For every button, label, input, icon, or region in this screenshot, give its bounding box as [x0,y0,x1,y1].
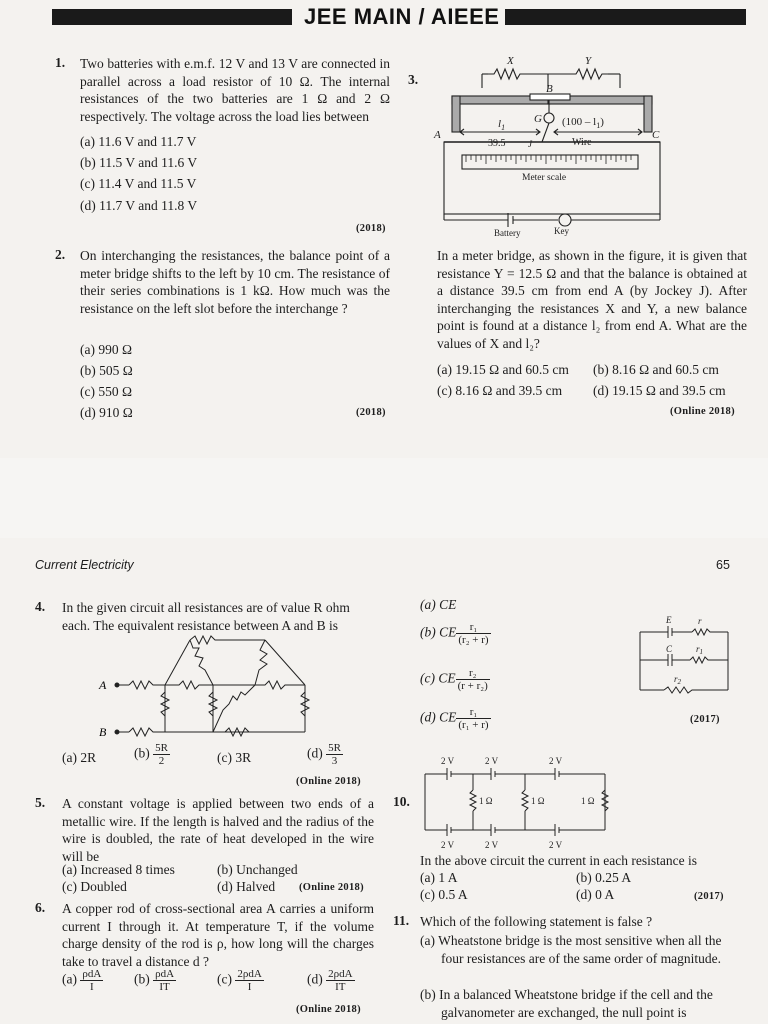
q6-option-b [134,968,176,993]
q3-year: (Online 2018) [670,406,735,417]
q6-option-a-fraction: $\frac{\text{ρdA}}{I}$ [82,968,102,993]
label-l1-sub: 1 [501,123,506,132]
q10-option-d: (d) 0 A [576,887,615,902]
label-x: X [507,55,514,67]
q7-option-d-fraction: $\frac{\text{r₁}}{\text{(r₁ + r)}}$ [458,706,489,731]
q4-option-c: (c) 3R [217,750,252,765]
q3-text: In a meter bridge, as shown in the figure, it is given that resistance Y = 12.5 Ω and that the balance is obtained at a distance 39.5 cm from end A (by Jockey J). After interchanging the resistances X and Y, a new balance point is found at a distance l₂ from end A. What are the values of X and l₂? [437,248,747,351]
q1-year: (2018) [356,223,386,234]
q3-option-a: (a) 19.15 Ω and 60.5 cm [437,362,569,377]
q7-label-r: r [698,616,702,626]
q3-number: 3. [408,72,419,87]
q5-option-a: (a) Increased 8 times [62,862,175,877]
q4-label-a: A [99,678,107,692]
q4-option-b-fraction: $\frac{5R}{2}$ [155,742,168,767]
q7-option-d-label: (d) CE [420,709,457,725]
q2-number: 2. [55,247,66,262]
q10-label-2v-6: 2 V [549,840,563,850]
label-rest: (100 – l [562,116,597,128]
q7-circuit-diagram [634,612,734,694]
q1-number: 1. [55,55,66,70]
svg-text:l1 [498,118,505,132]
q10-circuit-diagram [415,754,615,852]
q11-number: 11. [393,913,410,928]
q2-text: On interchanging the resistances, the balance point of a meter bridge shifts to the left by 10 cm. The resistance of their series combinations is 1 kΩ. How much was the resistance on the left slot before the interchange ? [80,248,390,316]
label-rest-end: ) [600,116,604,128]
q10-option-a: (a) 1 A [420,870,458,885]
label-g: G [534,113,542,125]
q7-label-r2-sub: 2 [677,678,682,686]
q6-text: A copper rod of cross-sectional area A carries a uniform current I through it. At temperature T, if the volume charge density of the rod is ρ, how long will the charges take to travel a distance d ? [62,901,374,969]
svg-text:(100 – l1) [562,116,604,130]
q5-year: (Online 2018) [299,882,364,893]
page-number: 65 [716,558,730,572]
q10-text: In the above circuit the current in each resistance is [420,853,698,868]
q7-label-e: E [666,615,672,625]
section-title: Current Electricity [35,558,134,572]
q6-option-c-label: (c) [217,971,232,987]
q5-option-d: (d) Halved [217,879,276,894]
q1-option-a: (a) 11.6 V and 11.7 V [80,134,197,149]
q6-option-a [62,968,103,993]
q10-label-1ohm-1: 1 Ω [479,796,493,806]
q7-option-b [420,621,491,646]
q6-option-c [217,968,264,993]
q7-label-r1-sub: 1 [699,648,704,656]
label-wire: Wire [572,137,592,148]
q10-option-c: (c) 0.5 A [420,887,468,902]
q6-option-d [307,968,355,993]
q10-label-2v-1: 2 V [441,756,455,766]
q4-number: 4. [35,599,46,614]
q7-option-b-fraction: $\frac{\text{r₁}}{\text{(r₂ + r)}}$ [458,621,489,646]
q4-option-b-label: (b) [134,745,150,761]
q2-option-d: (d) 910 Ω [80,405,133,420]
q4-text: In the given circuit all resistances are of value R ohm each. The equivalent resistance between A and B is [62,600,350,633]
q7-year: (2017) [690,714,720,725]
q7-option-c [420,667,490,692]
q7-label-c: C [666,644,673,654]
q7-option-a: (a) CE [420,597,457,612]
label-y: Y [585,55,592,67]
q1-text: Two batteries with e.m.f. 12 V and 13 V are connected in parallel across a load resistor of 10 Ω. The internal resistances of the two batteries are 1 Ω and 2 Ω respectively. The voltage across the load lies between [80,56,390,124]
q6-option-b-fraction: $\frac{\text{ρdA}}{IT}$ [155,968,175,993]
q4-label-b: B [99,725,107,739]
page-gap [0,458,768,538]
q6-year: (Online 2018) [296,1004,361,1015]
meter-scale-ticks [466,155,631,164]
q6-option-c-fraction: $\frac{\text{2ρdA}}{I}$ [237,968,262,993]
q11-option-b: (b) In a balanced Wheatstone bridge if the cell and the galvanometer are exchanged, the null point is [420,987,713,1020]
q3-option-d: (d) 19.15 Ω and 39.5 cm [593,383,726,398]
label-meter-scale: Meter scale [522,173,567,183]
q10-label-2v-4: 2 V [441,840,455,850]
svg-text:r1 [696,644,703,656]
label-a: A [434,129,441,141]
q5-option-b: (b) Unchanged [217,862,298,877]
q5-text: A constant voltage is applied between two ends of a metallic wire. If the length is halved and the radius of the wire is doubled, the rate of heat developed in the wire will be [62,796,374,864]
q1-option-c: (c) 11.4 V and 11.5 V [80,176,197,191]
meter-bridge-diagram [430,48,670,238]
q4-option-d-fraction: $\frac{5R}{3}$ [328,742,341,767]
q7-option-b-label: (b) CE [420,624,457,640]
q11-option-a: (a) Wheatstone bridge is the most sensitive when all the four resistances are of the same order of magnitude. [420,933,722,966]
q1-option-d: (d) 11.7 V and 11.8 V [80,198,198,213]
svg-text:r2 [674,674,682,686]
q10-label-2v-3: 2 V [549,756,563,766]
label-key: Key [554,226,569,236]
q4-option-a: (a) 2R [62,750,97,765]
q7-label-r2: r [674,674,678,684]
banner-bar-left [52,9,292,25]
q1-option-b: (b) 11.5 V and 11.6 V [80,155,198,170]
q6-number: 6. [35,900,46,915]
q4-option-d [307,742,343,767]
q11-text: Which of the following statement is false ? [420,914,653,929]
q5-number: 5. [35,795,46,810]
label-battery: Battery [494,228,521,238]
q2-option-c: (c) 550 Ω [80,384,133,399]
q2-option-b: (b) 505 Ω [80,363,133,378]
banner-bar-right [505,9,746,25]
q4-circuit-diagram [95,630,320,742]
banner-title: JEE MAIN / AIEEE [298,4,505,30]
q10-label-2v-5: 2 V [485,840,499,850]
q4-year: (Online 2018) [296,776,361,787]
q4-option-d-label: (d) [307,745,323,761]
q10-option-b: (b) 0.25 A [576,870,632,885]
q6-option-d-label: (d) [307,971,323,987]
label-39-5: 39.5 [488,138,506,149]
q2-option-a: (a) 990 Ω [80,342,133,357]
q5-option-c: (c) Doubled [62,879,127,894]
q10-label-1ohm-3: 1 Ω [581,796,595,806]
label-j: J [528,139,532,149]
q7-option-c-fraction: $\frac{\text{r₂}}{\text{(r + r₂)}}$ [457,667,488,692]
q4-option-b [134,742,170,767]
q6-option-a-label: (a) [62,971,77,987]
q7-option-c-label: (c) CE [420,670,456,686]
label-c: C [652,129,660,141]
label-l1: l [498,118,502,130]
label-rest-sub: 1 [596,121,601,130]
q3-option-b: (b) 8.16 Ω and 60.5 cm [593,362,719,377]
q3-option-c: (c) 8.16 Ω and 39.5 cm [437,383,563,398]
q7-label-r1: r [696,644,700,654]
q10-label-1ohm-2: 1 Ω [531,796,545,806]
q6-option-b-label: (b) [134,971,150,987]
q10-year: (2017) [694,891,724,902]
q7-option-d [420,706,491,731]
q6-option-d-fraction: $\frac{\text{2ρdA}}{IT}$ [328,968,353,993]
q10-label-2v-2: 2 V [485,756,499,766]
label-b: B [546,83,553,95]
q10-number: 10. [393,794,410,809]
q2-year: (2018) [356,407,386,418]
